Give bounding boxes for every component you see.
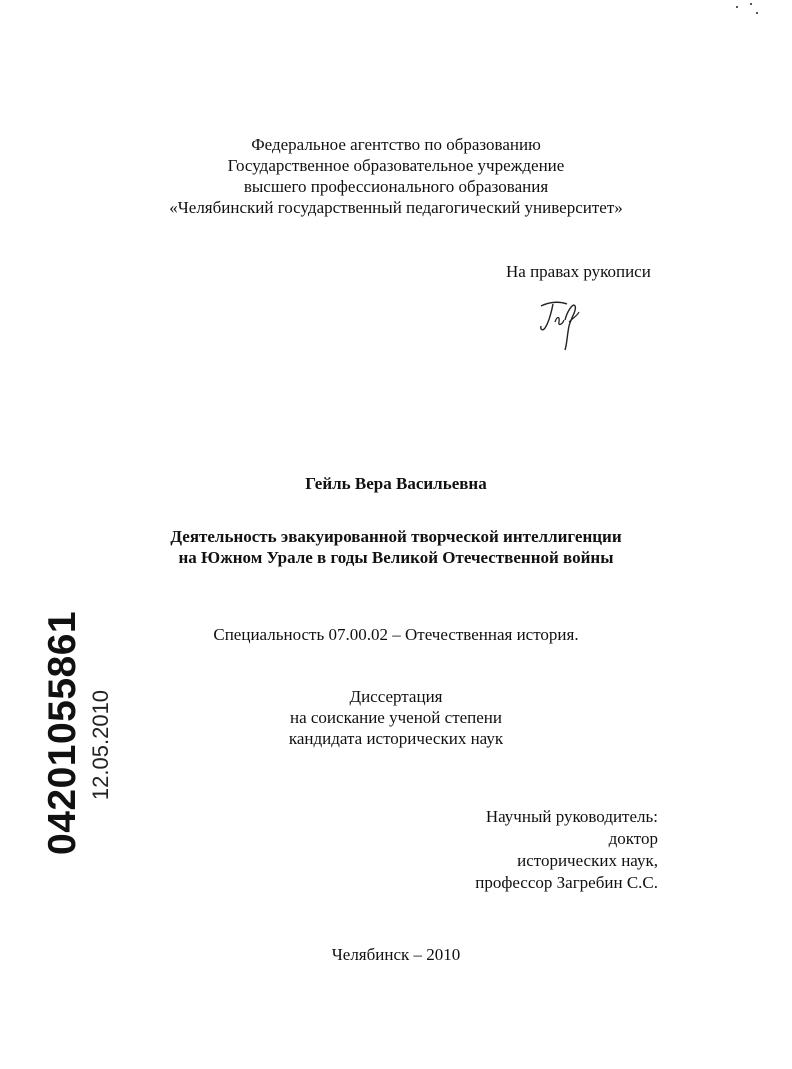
title-line-2: на Южном Урале в годы Великой Отечественной войны bbox=[178, 548, 614, 567]
dissertation-title bbox=[0, 526, 792, 568]
title-line-1: Деятельность эвакуированной творческой интеллигенции bbox=[170, 527, 622, 546]
supervisor-label: Научный руководитель: bbox=[485, 807, 658, 826]
author-name: Гейль Вера Васильевна bbox=[305, 474, 487, 493]
degree-line-3: кандидата исторических наук bbox=[288, 729, 504, 748]
stamp-date: 12.05.2010 bbox=[88, 689, 113, 801]
degree-line-1: Диссертация bbox=[349, 687, 443, 706]
city-year: Челябинск – 2010 bbox=[331, 945, 461, 964]
supervisor-name: профессор Загребин С.С. bbox=[475, 873, 658, 892]
supervisor-block bbox=[475, 806, 658, 894]
supervisor-field: исторических наук, bbox=[517, 851, 658, 870]
header-line-university: «Челябинский государственный педагогический университет» bbox=[169, 198, 623, 217]
institution-header bbox=[0, 134, 792, 218]
header-line-education-level: высшего профессионального образования bbox=[243, 177, 549, 196]
stamp-number: 04201055861 bbox=[41, 610, 84, 855]
header-line-agency: Федеральное агентство по образованию bbox=[251, 135, 541, 154]
signature bbox=[535, 292, 595, 352]
library-stamp bbox=[40, 610, 130, 855]
scan-marks bbox=[732, 0, 762, 20]
specialty: Специальность 07.00.02 – Отечественная история. bbox=[213, 625, 579, 644]
rights-note: На правах рукописи bbox=[506, 262, 651, 281]
degree-line-2: на соискание ученой степени bbox=[289, 708, 503, 727]
header-line-institution-type: Государственное образовательное учреждение bbox=[227, 156, 565, 175]
supervisor-degree: доктор bbox=[608, 829, 658, 848]
